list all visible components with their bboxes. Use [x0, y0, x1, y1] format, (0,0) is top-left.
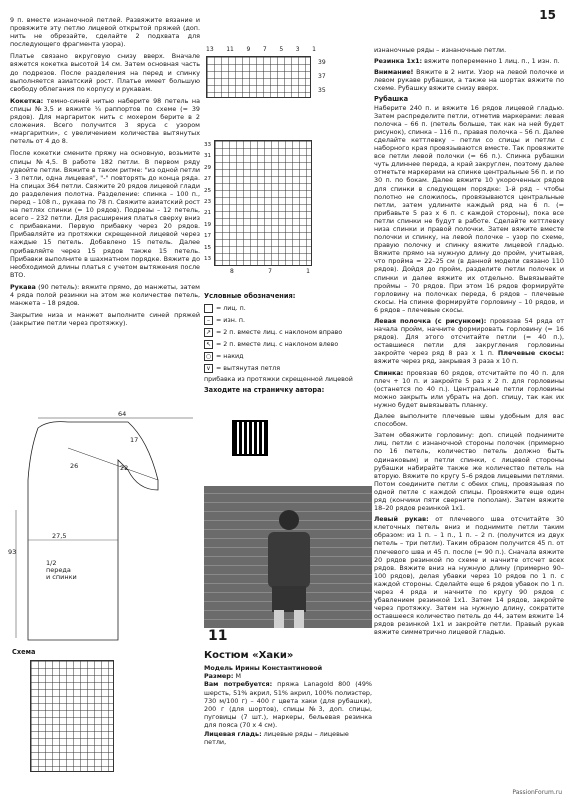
k2tog-right-icon: ↗	[205, 329, 212, 336]
qr-code[interactable]	[232, 420, 268, 456]
col-label: 7	[268, 268, 272, 275]
size-line	[204, 672, 372, 680]
legend-item	[204, 352, 372, 361]
col-label: 13	[206, 46, 214, 53]
knit-chart-left	[30, 660, 114, 772]
heading: Кокетка:	[10, 96, 44, 105]
chart-main-row-labels	[204, 140, 211, 265]
schema-title: Схема	[12, 648, 36, 656]
k2tog-left-icon: ↖	[205, 341, 212, 348]
model-info	[204, 650, 372, 746]
paragraph	[374, 317, 564, 366]
row-label: 37	[318, 73, 326, 80]
paragraph: изнаночные ряды – изнаночные петли.	[374, 46, 507, 54]
legend-text: = 2 п. вместе лиц. с наклоном вправо	[216, 329, 343, 336]
heading: Вам потребуется:	[204, 680, 273, 689]
paragraph-text: от плечевого шва отсчитайте 30 клеточных петель вниз и поднимите петли таким образом: из 1 п. – 1 п., 1 п. – 2 п. (получится из двух петель – три петли). Таким образом получится 45 п. от плечевого шва и 45 п. после (= 90 п.). Сначала вяжите 20 рядов резинкой по схеме и начните отсчет всех рядов. Вяжите вниз на нужную длину (примерно 90–100 рядов), делая убавки через 10 рядов по 1 п. с каждой стороны. Сделайте еще 6 рядов убавок по 1 п. через 4 ряда и начните по кругу 90 рядов с убавлением резинкой 1х1. Затем 14 рядов, закройте через протяжку. Затем на нужную длину, сократите оставшееся количество петель до 44, затем вяжите 14 рядов резинкой 1х1 и закройте петли. Правый рукав вяжите симметрично лицевой гладью.	[374, 515, 564, 637]
right-column	[374, 46, 564, 640]
col-label: 7	[262, 46, 267, 53]
paragraph: Платье связано вкруговую снизу вверх. Вначале вяжется кокетка высотой 14 см. Затем основная часть до подрезов. После разделения на перед и спинку выполняется азиатский рост. Платье имеет большую свободу облегания по корпусу и рукавам.	[10, 52, 200, 93]
paragraph-text: вяжите через ряд, закрывая 3 раза х 10 п.	[374, 357, 519, 366]
knit-chart-main	[214, 140, 312, 266]
model-author: Модель Ирины Константиновой	[204, 664, 323, 672]
col-label: 8	[230, 268, 234, 275]
legend	[204, 292, 372, 394]
row-label: 39	[318, 59, 326, 66]
legend-text: = накид	[216, 353, 244, 360]
row-label: 21	[204, 210, 212, 217]
dim-label: переда	[46, 566, 71, 574]
chart-top-row-labels	[318, 56, 326, 98]
legend-item	[204, 328, 372, 337]
knit-stitch-icon	[204, 304, 213, 313]
paragraph: Затем обвяжите горловину: доп. спицей поднимите лиц. петли с изнаночной стороны полочек (примерно по 16 петель, количество петель должно быть одинаковым) и петли спинки, с лицевой стороны рубашки набирайте также же количество петель на вторую. Вяжите по кругу 5–6 рядов лицевыми петлями. Потом соедините петли с обеих спиц, провязывая по одной петле с каждой спицы. Провяжите еще один ряд (кончики пяти сверните пополам). Затем вяжите 18–20 рядов резинкой 1х1.	[374, 431, 564, 513]
model-number: 11	[208, 628, 228, 644]
purl-stitch-icon: –	[204, 316, 213, 325]
paragraph-text: лицевые ряды – лицевые петли,	[204, 729, 349, 746]
col-label: 1	[312, 46, 316, 53]
page-number: 15	[539, 8, 556, 22]
paragraph: Закрытие низа и манжет выполните синей пряжей (закрытие петли через протяжку).	[10, 311, 200, 328]
paragraph-text: провязав 54 ряда от начала пройм, начните формировать горловину (= 16 рядов). Для этого отсчитайте петли (= 40 п.), оставшиеся петли для закругления горловины закройте через ряд 8 раз х 1 п.	[374, 317, 565, 358]
paragraph-text: пряжа Lanagold 800 (49% шерсть, 51% акрил, 51% акрил, 100% полиэстер, 730 м/100 г) – 400 г цвета хаки (для рубашки), 200 г (для шортов), спицы №3, доп. спицы, пуговицы (7 шт.), маркеры, бельевая резинка для пояса (70 х 4 см).	[204, 680, 373, 730]
dress-schematic	[8, 410, 198, 642]
paragraph	[374, 369, 564, 409]
paragraph-text: Вяжите в 2 нити. Узор на левой полочке и левом рукаве рубашки, а также на шортах вяжите по схеме. Рубашку вяжите снизу вверх.	[374, 68, 564, 93]
paragraph	[10, 97, 200, 146]
heading: Плечевые скосы:	[497, 349, 565, 358]
row-label: 29	[204, 164, 212, 171]
dim-label: и спинки	[46, 573, 77, 581]
paragraph	[374, 515, 564, 636]
heading: Резинка 1х1:	[374, 57, 423, 66]
dim-label: 17	[130, 436, 139, 444]
elongated-stitch-icon: ∨	[204, 364, 213, 373]
paragraph: Наберите 240 п. и вяжите 16 рядов лицевой гладью. Затем распределите петли, отметив маркерами: левая полочка – 66 п. (петель больше, так как на ней будет рисунок), спинка – 116 п., правая полочка – 56 п. Далее сделайте кеттлевку – петли со спицы и петли с наборного края провязываются вместе. Так провяжите все петли левой полочки (= 66 п.). Спинка рубашки чуть длиннее переда, а край закруглен, поэтому далее отметьте маркерами на спинке центральные 56 п. и по 30 п. по бокам. Далее вяжите 10 укороченных рядов для спинки в следующем порядке: 1-й ряд – чтобы полотно не сложилось, провязываются центральные петли, затем удлините каждый ряд на 6 п. (= прибавьте 5 раз х 6 п. с каждой стороны), пока все петли спинки не будут в работе. Сделайте кеттлевку низа спинки и правой полочки. Затем вяжите вместе полочки и спинку, на левой полочке – узор по схеме, правую полочку и спинку вяжите лицевой гладью. Вяжите прямо на нужную длину до пройм, учитывая, что пройма = 22–25 см (в данной модели связано 110 рядов). Дойдя до пройм, разделите петли полочек и спинки и далее вяжите их отдельно. Вывязывайте проймы – 70 рядов. При этом 16 рядов формируйте горловину на полочках переда, 6 рядов – плечевые скосы. На спинке формируйте горловину – 10 рядов, и 6 рядов – плечевые скосы.	[374, 103, 564, 314]
left-column	[10, 16, 200, 331]
watermark: PassionForum.ru	[512, 789, 562, 796]
heading: Лицевая гладь:	[204, 729, 262, 738]
row-label: 17	[204, 233, 212, 240]
dim-label: 93	[8, 548, 17, 556]
paragraph	[374, 57, 564, 65]
dim-label: 26	[70, 462, 79, 470]
heading: Левый рукав:	[374, 515, 429, 524]
paragraph	[10, 283, 200, 307]
legend-text: = изн. п.	[216, 317, 245, 324]
model-photo	[204, 486, 372, 628]
row-label: 15	[204, 244, 212, 251]
legend-text: = лиц. п.	[216, 305, 246, 312]
heading: Спинка:	[374, 368, 404, 377]
row-label: 27	[204, 176, 212, 183]
heading: Рукава	[10, 282, 36, 291]
heading: Размер:	[204, 672, 234, 681]
section-heading: Рубашка	[374, 95, 409, 104]
legend-item	[204, 316, 372, 325]
paragraph: 9 п. вместе изнаночной петлей. Развяжите вязание и провяжите эту петлю лицевой открытой пряжей (доп. нить не обрезайте, сделайте 2 подхвата для последующего фрагмента узора).	[10, 16, 200, 49]
legend-note: прибавка из протяжки скрещенной лицевой	[204, 376, 353, 383]
row-label: 13	[204, 256, 212, 263]
legend-title: Условные обозначения:	[204, 292, 296, 300]
paragraph: Далее выполните плечевые швы удобным для вас способом.	[374, 412, 564, 429]
dim-label: 22	[120, 464, 129, 472]
paragraph-text: вяжите попеременно 1 лиц. п., 1 изн. п.	[422, 57, 560, 66]
col-label: 3	[295, 46, 300, 53]
col-label: 11	[226, 46, 234, 53]
legend-item	[204, 340, 372, 349]
col-label: 9	[246, 46, 251, 53]
heading: Левая полочка (с рисунком):	[374, 317, 487, 325]
paragraph-text: (90 петель): вяжите прямо, до манжеты, затем 4 ряда полой резинки на этом же количестве петель, манжета – 18 рядов.	[10, 282, 200, 308]
paragraph	[204, 680, 372, 729]
paragraph: После кокетки смените пряжу на основную, возьмите спицы №4,5. В работе 182 петли. В первом ряду удвойте петли. Вяжите в таком ритме: "из одной петли - 3 петли, одна лицевая", "-" повторять до конца ряда. На спицах 364 петли. Свяжите 20 рядов лицевой глади до разделения полотна. Разделение: спинка – 100 п., перед – 108 п., рукава по 78 п. Свяжите азиатский рост на петлях спинки (= 10 рядов). Подрезы – 12 петель, всего – 232 петли. Для расширения платья сверху вниз с прибавками. Первую прибавку через 20 рядов. Прибавляйте из протяжки скрещенной лицевой через каждые 15 петель. Добавлено 15 петель. Далее прибавляйте через 15 рядов также 15 петель. Прибавки выполните в шахматном порядке. Вяжите до необходимой длины платья с учетом вытяжения после ВТО.	[10, 149, 200, 279]
dim-label-group	[46, 560, 77, 581]
knit-chart-top	[206, 56, 311, 98]
dim-label: 64	[118, 410, 127, 418]
legend-text: = 2 п. вместе лиц. с наклоном влево	[216, 341, 339, 348]
dim-label: 1/2	[46, 559, 57, 567]
legend-text: = вытянутая петля	[216, 365, 281, 372]
yarn-over-icon: ○	[205, 353, 212, 360]
paragraph	[204, 730, 372, 746]
row-label: 25	[204, 187, 212, 194]
chart-top-col-labels	[206, 46, 316, 53]
row-label: 33	[204, 142, 212, 148]
paragraph-text: темно-синей нитью наберите 98 петель на спицы №3,5 и вяжите ¼ раппортов по схеме (= 39 рядов). Для маргариток нить с мохером берите в 2 сложения. Всего получится 3 яруса с узором «маргаритки», с увеличением количества вытянутых петель от 4 до 8.	[10, 96, 200, 146]
author-link-label: Заходите на страничку автора:	[204, 386, 325, 394]
col-label: 1	[306, 268, 310, 275]
row-label: 19	[204, 221, 212, 228]
row-label: 31	[204, 153, 212, 160]
heading: Внимание!	[374, 68, 414, 77]
row-label: 23	[204, 199, 212, 206]
chart-bottom-col-labels	[230, 268, 310, 275]
paragraph-text: провязав 60 рядов, отсчитайте по 40 п. для плеч + 10 п. и закройте 5 раз х 2 п. для горловины (останется по 40 п.). Центральные петли горловины можно закрыть или убрать на доп. спицу, так как их нужно будет вывязывать планку.	[374, 368, 564, 409]
legend-item	[204, 304, 372, 313]
col-label: 5	[279, 46, 284, 53]
dim-label: 27,5	[52, 532, 67, 540]
size-value: M	[233, 672, 241, 681]
model-title: Костюм «Хаки»	[204, 650, 294, 661]
model-figure	[254, 506, 324, 628]
row-label: 35	[318, 87, 326, 94]
paragraph	[374, 68, 564, 92]
legend-item	[204, 364, 372, 373]
